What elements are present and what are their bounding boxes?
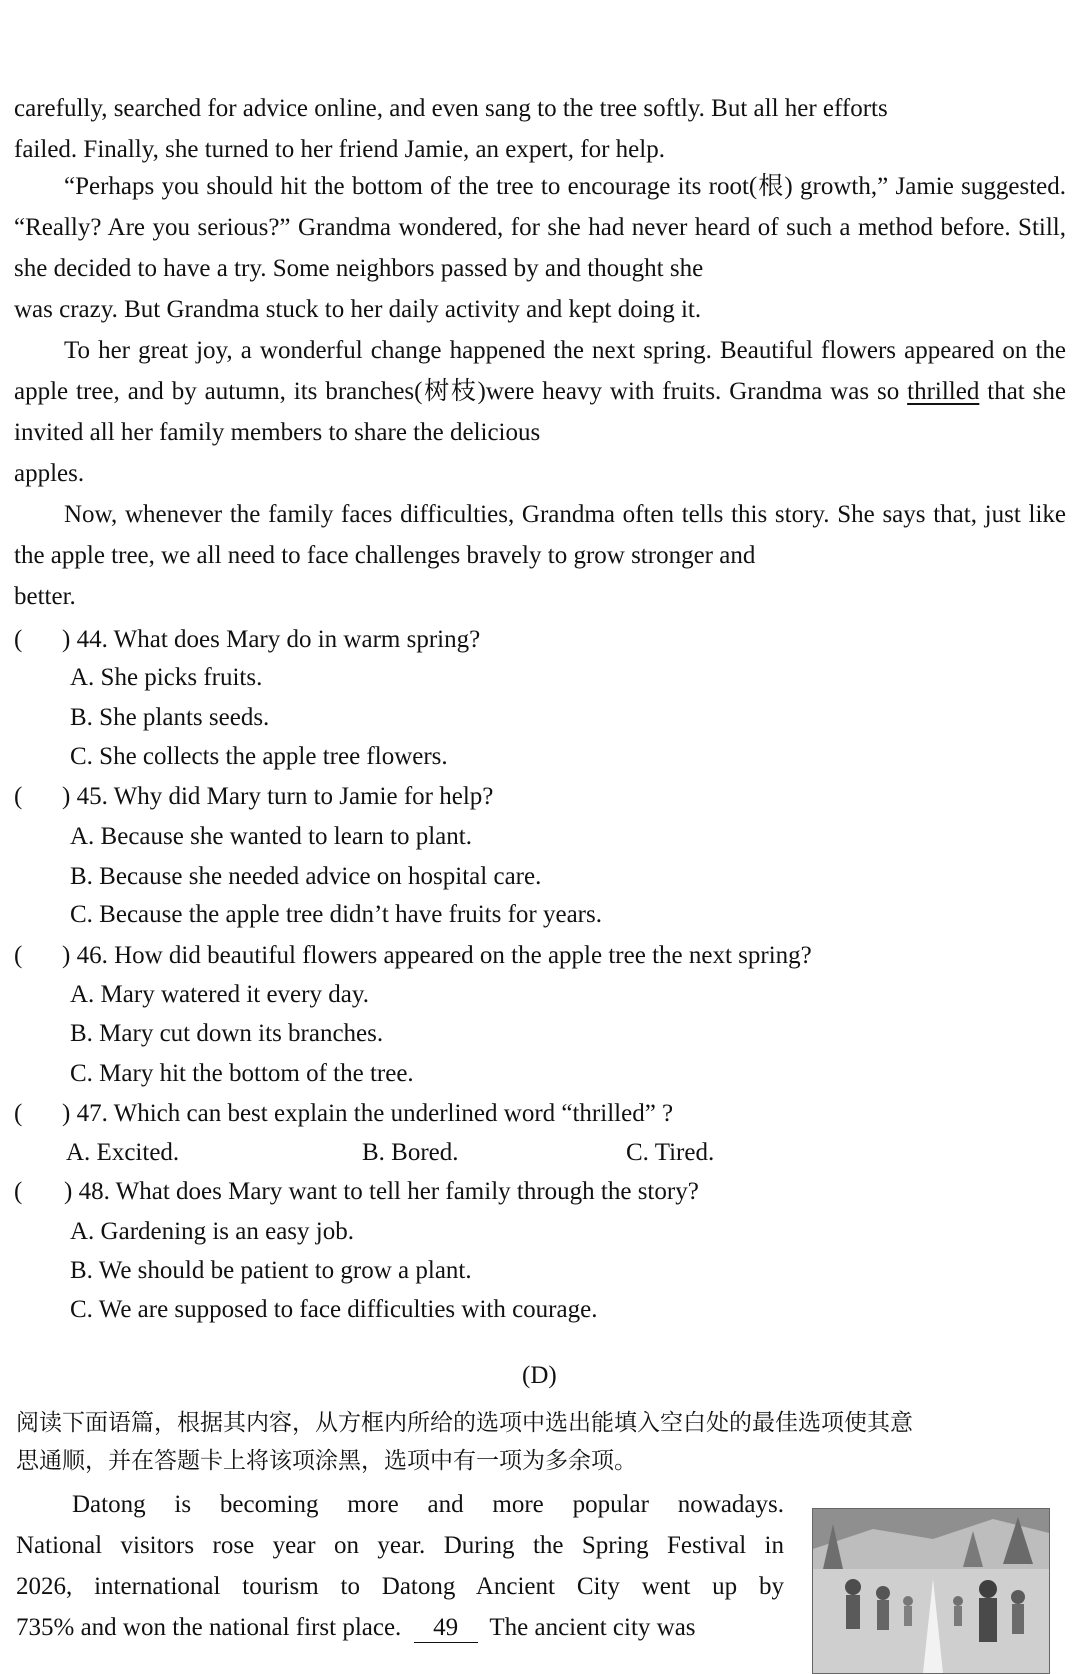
text-line: was crazy. But Grandma stuck to her daily activity and kept doing it.	[14, 296, 702, 323]
answer-bracket[interactable]: (	[14, 942, 23, 969]
photo-illustration	[813, 1509, 1049, 1673]
section-d-title: (D)	[522, 1362, 557, 1389]
text-line: that, just like the apple tree, we all need to face challenges bravely to grow stronger and	[14, 501, 1066, 569]
text-line: “Perhaps you should hit the bottom of the tree to encourage its root(根) growth,” Jamie	[64, 173, 954, 200]
text-line: appeared on the apple tree, and by autumn, its branches(树枝)were heavy with fruits.	[14, 337, 1066, 405]
option-b: B. She plants seeds.	[70, 704, 270, 731]
question-stem: ) 45. Why did Mary turn to Jamie for help?	[62, 783, 494, 810]
question-stem: ) 48. What does Mary want to tell her family through the story?	[64, 1178, 699, 1205]
passage-paragraph-4	[14, 494, 1066, 617]
text-line: 735% and won the national first place.	[16, 1614, 402, 1641]
option-a: A. She picks fruits.	[70, 664, 263, 691]
answer-bracket[interactable]: (	[14, 783, 23, 810]
text-line: To her great joy, a wonderful change happened the next spring. Beautiful flowers	[64, 337, 897, 364]
question-stem: ) 44. What does Mary do in warm spring?	[62, 626, 481, 653]
option-c: C. She collects the apple tree flowers.	[70, 743, 448, 770]
text-line: carefully, searched for advice online, and even sang to the tree softly. But all her efforts	[14, 95, 888, 122]
text-line: apples.	[14, 460, 85, 487]
text-line: that she invited all her family members to share the delicious	[14, 378, 1066, 446]
passage-paragraph-1	[14, 88, 1066, 170]
answer-bracket[interactable]: (	[14, 1178, 23, 1205]
tourists-photo	[812, 1508, 1050, 1674]
option-a: A. Excited.	[66, 1139, 180, 1166]
answer-bracket[interactable]: (	[14, 1100, 23, 1127]
question-stem: ) 47. Which can best explain the underlined word “thrilled” ?	[62, 1100, 674, 1127]
option-b: B. Bored.	[362, 1139, 459, 1166]
question-stem: ) 46. How did beautiful flowers appeared on the apple tree the next spring?	[62, 942, 812, 969]
option-c: C. Tired.	[626, 1139, 715, 1166]
option-a: A. Because she wanted to learn to plant.	[70, 823, 472, 850]
section-d-instruction	[16, 1404, 1066, 1480]
option-b: B. We should be patient to grow a plant.	[70, 1257, 472, 1284]
text-line: 2026, international tourism to Datong Ancient City went up by	[16, 1573, 784, 1600]
section-d-passage	[16, 1484, 784, 1648]
option-a: A. Mary watered it every day.	[70, 981, 369, 1008]
passage-paragraph-2	[14, 166, 1066, 330]
text-line: suggested. “Really? Are you serious?” Grandma wondered, for she had never heard of such a	[14, 173, 1066, 241]
text-line: better.	[14, 583, 76, 610]
instruction-line: 阅读下面语篇，根据其内容，从方框内所给的选项中选出能填入空白处的最佳选项使其意	[16, 1410, 913, 1436]
underlined-word: thrilled	[907, 378, 980, 405]
blank-49[interactable]: 49	[414, 1614, 478, 1643]
answer-bracket[interactable]: (	[14, 626, 23, 653]
option-c: C. We are supposed to face difficulties with courage.	[70, 1296, 598, 1323]
text-line: method before. Still, she decided to have a try. Some neighbors passed by and thought she	[14, 214, 1066, 282]
text-line: The ancient city was	[489, 1614, 696, 1641]
text-line: National visitors rose year on year. During the Spring Festival in	[16, 1532, 784, 1559]
text-line: failed. Finally, she turned to her friend Jamie, an expert, for help.	[14, 136, 665, 163]
passage-paragraph-3	[14, 330, 1066, 494]
option-a: A. Gardening is an easy job.	[70, 1218, 354, 1245]
instruction-line: 思通顺，并在答题卡上将该项涂黑，选项中有一项为多余项。	[16, 1448, 637, 1474]
text-line: Now, whenever the family faces difficulties, Grandma often tells this story. She says	[64, 501, 926, 528]
text-line: Datong is becoming more and more popular nowadays.	[72, 1491, 784, 1518]
option-b: B. Because she needed advice on hospital care.	[70, 863, 542, 890]
option-c: C. Mary hit the bottom of the tree.	[70, 1060, 414, 1087]
text-line: Grandma was so	[729, 378, 908, 405]
option-b: B. Mary cut down its branches.	[70, 1020, 384, 1047]
option-c: C. Because the apple tree didn’t have fruits for years.	[70, 901, 602, 928]
